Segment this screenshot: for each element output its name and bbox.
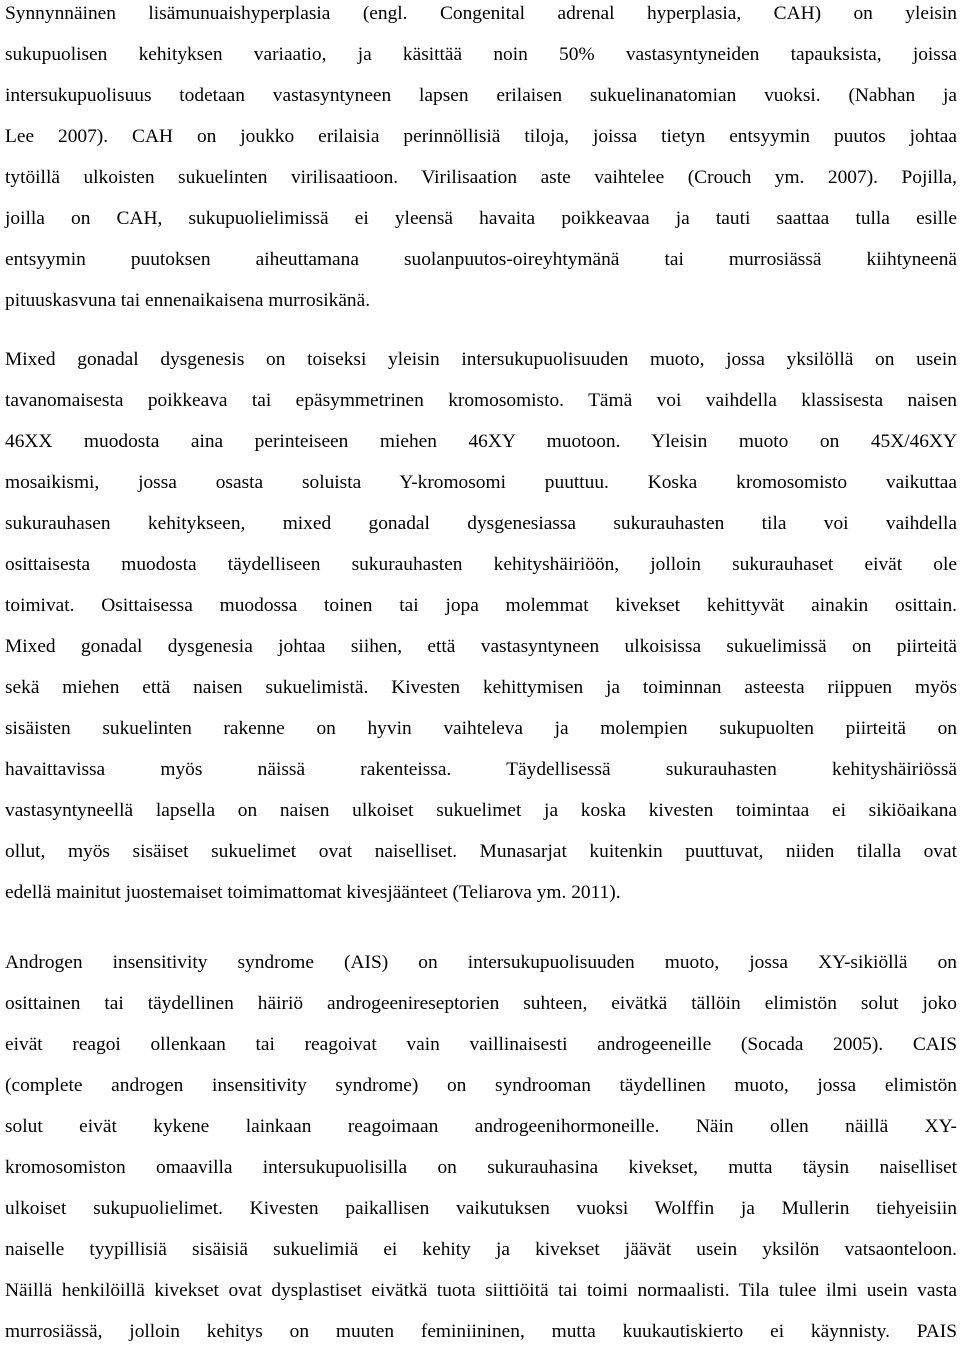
text-line: naiselle tyypillisiä sisäisiä sukuelimiä ei kehity ja kivekset jäävät usein yksilön vatsaonteloon. <box>5 1239 957 1260</box>
text-line: osittaisesta muodosta täydelliseen sukurauhasten kehityshäiriöön, jolloin sukurauhaset eivät ole <box>5 554 957 575</box>
text-line: intersukupuolisuus todetaan vastasyntyneen lapsen erilaisen sukuelinanatomian vuoksi. (Nabhan ja <box>5 85 957 106</box>
text-line: havaittavissa myös näissä rakenteissa. Täydellisessä sukurauhasten kehityshäiriössä <box>5 759 957 780</box>
text-line: Androgen insensitivity syndrome (AIS) on intersukupuolisuuden muoto, jossa XY-sikiöllä on <box>5 952 957 973</box>
text-line: toimivat. Osittaisessa muodossa toinen tai jopa molemmat kivekset kehittyvät ainakin osittain. <box>5 595 957 616</box>
text-line: kromosomiston omaavilla intersukupuolisilla on sukurauhasina kivekset, mutta täysin naiselliset <box>5 1157 957 1178</box>
text-line: Synnynnäinen lisämunuaishyperplasia (engl. Congenital adrenal hyperplasia, CAH) on yleisin <box>5 3 957 24</box>
text-line: sukurauhasen kehitykseen, mixed gonadal dysgenesiassa sukurauhasten tila voi vaihdella <box>5 513 957 534</box>
text-line: osittainen tai täydellinen häiriö androgeenireseptorien suhteen, eivätkä tällöin elimistön solut joko <box>5 993 957 1014</box>
text-line: 46XX muodosta aina perinteiseen miehen 46XY muotoon. Yleisin muoto on 45X/46XY <box>5 431 957 452</box>
text-line: eivät reagoi ollenkaan tai reagoivat vain vaillinaisesti androgeeneille (Socada 2005). CAIS <box>5 1034 957 1055</box>
text-line: pituuskasvuna tai ennenaikaisena murrosikänä. <box>5 290 371 311</box>
text-line: vastasyntyneellä lapsella on naisen ulkoiset sukuelimet ja koska kivesten toimintaa ei sikiöaikana <box>5 800 957 821</box>
text-line: Mixed gonadal dysgenesia johtaa siihen, että vastasyntyneen ulkoisissa sukuelimissä on piirteitä <box>5 636 957 657</box>
text-line: entsyymin puutoksen aiheuttamana suolanpuutos-oireyhtymänä tai murrosiässä kiihtyneenä <box>5 249 957 270</box>
text-line: ollut, myös sisäiset sukuelimet ovat naiselliset. Munasarjat kuitenkin puuttuvat, niiden tilalla ovat <box>5 841 957 862</box>
text-line: ulkoiset sukupuolielimet. Kivesten paikallisen vaikutuksen vuoksi Wolffin ja Mullerin tiehyeisiin <box>5 1198 957 1219</box>
text-line: Näillä henkilöillä kivekset ovat dysplastiset eivätkä tuota siittiöitä tai toimi normaalisti. Tila tulee ilmi usein vasta <box>5 1280 957 1301</box>
text-line: sekä miehen että naisen sukuelimistä. Kivesten kehittymisen ja toiminnan asteesta riippuen myös <box>5 677 957 698</box>
text-line: sukupuolisen kehityksen variaatio, ja käsittää noin 50% vastasyntyneiden tapauksista, joissa <box>5 44 957 65</box>
text-line: tytöillä ulkoisten sukuelinten virilisaatioon. Virilisaation aste vaihtelee (Crouch ym. 2007). Pojilla, <box>5 167 957 188</box>
text-line: Mixed gonadal dysgenesis on toiseksi yleisin intersukupuolisuuden muoto, jossa yksilöllä on usein <box>5 349 957 370</box>
text-line: mosaikismi, jossa osasta soluista Y-kromosomi puuttuu. Koska kromosomisto vaikuttaa <box>5 472 957 493</box>
text-line: murrosiässä, jolloin kehitys on muuten feminiininen, mutta kuukautiskierto ei käynnisty. PAIS <box>5 1321 957 1342</box>
text-line: tavanomaisesta poikkeava tai epäsymmetrinen kromosomisto. Tämä voi vaihdella klassisesta naisen <box>5 390 957 411</box>
text-line: (complete androgen insensitivity syndrome) on syndrooman täydellinen muoto, jossa elimistön <box>5 1075 957 1096</box>
text-line: joilla on CAH, sukupuolielimissä ei yleensä havaita poikkeavaa ja tauti saattaa tulla esille <box>5 208 957 229</box>
text-line: sisäisten sukuelinten rakenne on hyvin vaihteleva ja molempien sukupuolten piirteitä on <box>5 718 957 739</box>
text-line: edellä mainitut juostemaiset toimimattomat kivesjäänteet (Teliarova ym. 2011). <box>5 882 621 903</box>
text-line: solut eivät kykene lainkaan reagoimaan androgeenihormoneille. Näin ollen näillä XY- <box>5 1116 957 1137</box>
text-line: Lee 2007). CAH on joukko erilaisia perinnöllisiä tiloja, joissa tietyn entsyymin puutos johtaa <box>5 126 957 147</box>
